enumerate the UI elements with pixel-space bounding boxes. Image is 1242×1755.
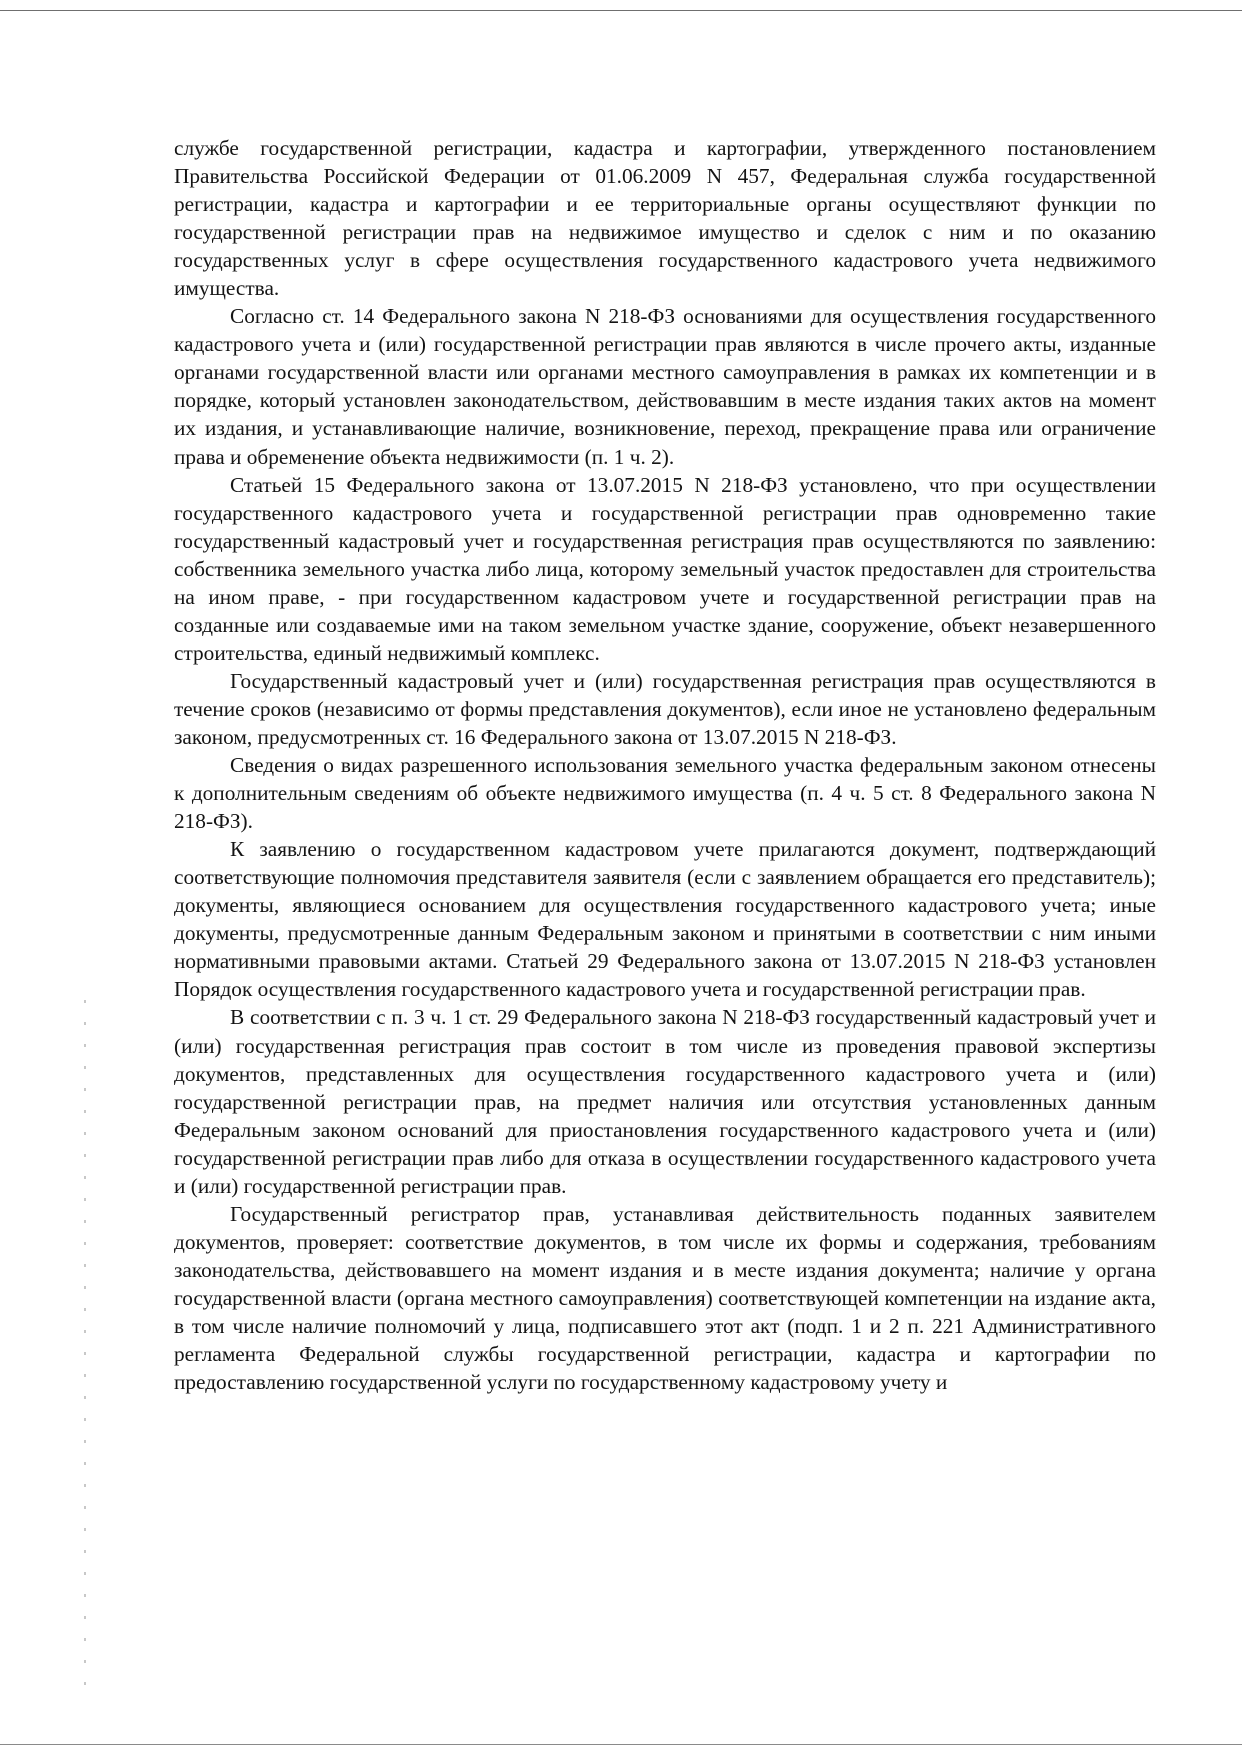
paragraph-7: В соответствии с п. 3 ч. 1 ст. 29 Федерального закона N 218-ФЗ государственный кадастровый учет и (или) государственная регистрация прав состоит в том числе из проведения правовой экспертизы документов, представленных для осуществления государственного кадастрового учета и (или) государственной регистрации прав, на предмет наличия или отсутствия установленных данным Федеральным законом оснований для приостановления государственного кадастрового учета и (или) государственной регистрации прав либо для отказа в осуществлении государственного кадастрового учета и (или) государственной регистрации прав.	[174, 1005, 1156, 1198]
paragraph-5: Сведения о видах разрешенного использования земельного участка федеральным законом отнесены к дополнительным сведениям об объекте недвижимого имущества (п. 4 ч. 5 ст. 8 Федерального закона N 218-ФЗ).	[174, 753, 1156, 834]
paragraph-1: службе государственной регистрации, кадастра и картографии, утвержденного постановлением Правительства Российской Федерации от 01.06.2009 N 457, Федеральная служба государственной регистрации, кадастра и картографии и ее территориальные органы осуществляют функции по государственной регистрации прав на недвижимое имущество и сделок с ним и по оказанию государственных услуг в сфере осуществления государственного кадастрового учета недвижимого имущества.	[174, 136, 1156, 301]
paragraph-3: Статьей 15 Федерального закона от 13.07.2015 N 218-ФЗ установлено, что при осуществлении государственного кадастрового учета и государственной регистрации прав одновременно такие государственный кадастровый учет и государственная регистрация прав осуществляются по заявлению: собственника земельного участка либо лица, которому земельный участок предоставлен для строительства на ином праве, - при государственном кадастровом учете и государственной регистрации прав на созданные или создаваемые ими на таком земельном участке здание, сооружение, объект незавершенного строительства, единый недвижимый комплекс.	[174, 472, 1156, 665]
paragraph-6: К заявлению о государственном кадастровом учете прилагаются документ, подтверждающий соответствующие полномочия представителя заявителя (если с заявлением обращается его представитель); документы, являющиеся основанием для осуществления государственного кадастрового учета; иные документы, предусмотренные данным Федеральным законом и принятыми в соответствии с ним иными нормативными правовыми актами. Статьей 29 Федерального закона от 13.07.2015 N 218-ФЗ установлен Порядок осуществления государственного кадастрового учета и государственной регистрации прав.	[174, 837, 1156, 1002]
paragraph-8: Государственный регистратор прав, устанавливая действительность поданных заявителем документов, проверяет: соответствие документов, в том числе их формы и содержания, требованиям законодательства, действовавшего на момент издания и в месте издания документа; наличие у органа государственной власти (органа местного самоуправления) соответствующей компетенции на издание акта, в том числе наличие полномочий у лица, подписавшего этот акт (подп. 1 и 2 п. 221 Административного регламента Федеральной службы государственной регистрации, кадастра и картографии по предоставлению государственной услуги по государственному кадастровому учету и	[174, 1201, 1156, 1395]
scan-bottom-edge-line	[0, 1744, 1242, 1745]
scan-top-edge-line	[0, 10, 1242, 11]
paragraph-2: Согласно ст. 14 Федерального закона N 218-ФЗ основаниями для осуществления государственного кадастрового учета и (или) государственной регистрации прав являются в числе прочего акты, изданные органами государственной власти или органами местного самоуправления в рамках их компетенции и в порядке, который установлен законодательством, действовавшим в месте издания таких актов на момент их издания, и устанавливающие наличие, возникновение, переход, прекращение права или ограничение права и обременение объекта недвижимости (п. 1 ч. 2).	[174, 304, 1156, 469]
document-body	[174, 134, 1156, 1396]
paragraph-4: Государственный кадастровый учет и (или) государственная регистрация прав осуществляются в течение сроков (независимо от формы представления документов), если иное не установлено федеральным законом, предусмотренных ст. 16 Федерального закона от 13.07.2015 N 218-ФЗ.	[174, 668, 1156, 749]
scan-left-margin-noise	[84, 1000, 86, 1700]
